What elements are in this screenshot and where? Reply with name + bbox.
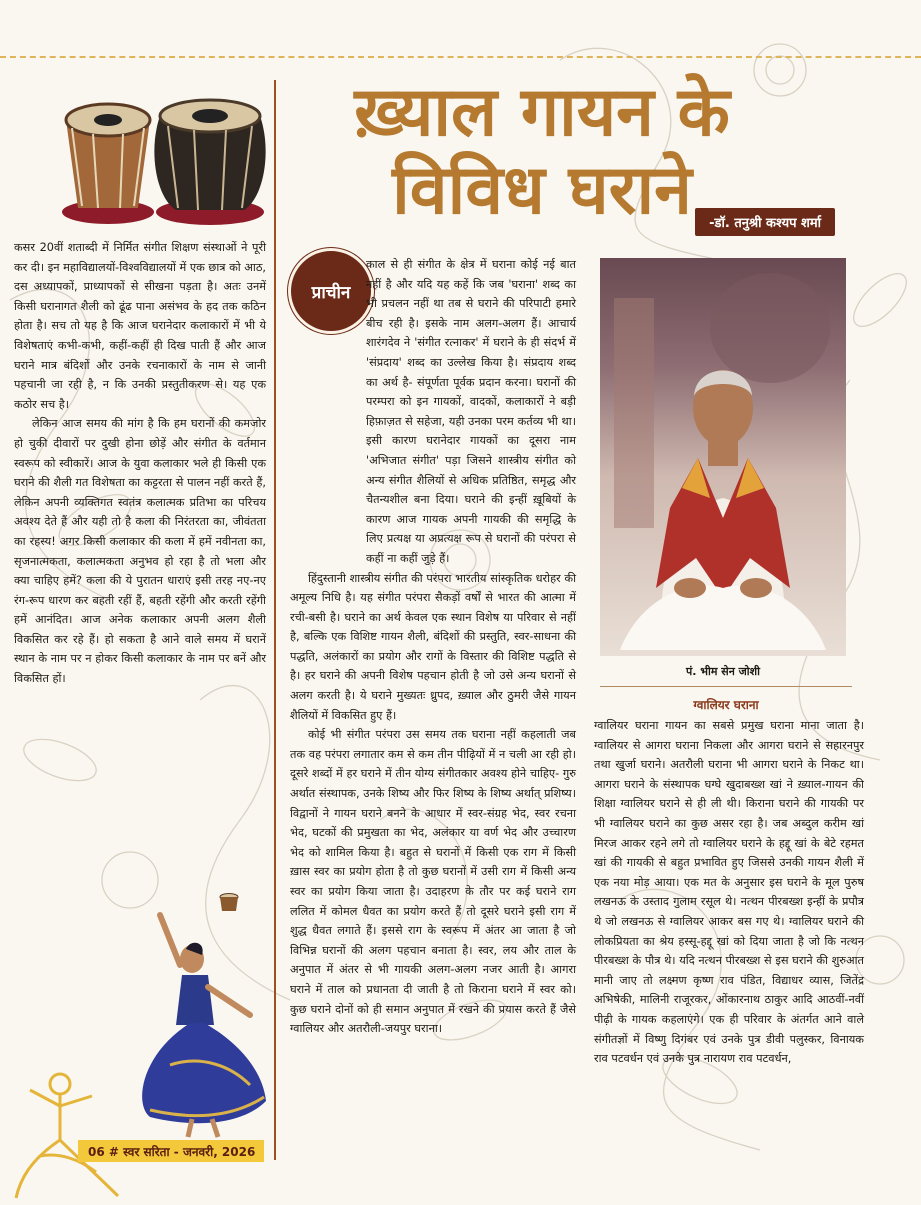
singer-illustration — [600, 258, 846, 656]
paragraph: लेकिन आज समय की मांग है कि हम घरानों की कमजोर हो चुकी दीवारों पर दुखी होना छोड़ें और संगीत के वर्तमान स्वरूप को स्वीकारें। आज के युवा कलाकार भले ही किसी एक घराने की शैली गत विशेषता का कट्टरता से पालन नहीं करते हैं, लेकिन अपनी व्यक्तिगत स्वतंत्र कलात्मक प्रतिभा का परिचय अवश्य देते हैं और यही तो है कला की निरंतरता का, जीवंतता का रहस्य! अगर किसी कलाकार की कला में हमें नवीनता का, सृजनात्मकता, कलात्मकता अनुभव हो रहा है तो भला और क्या चाहिए हमें? कला की ये पुरातन धाराएं इसी तरह नए-नए रंग-रूप धारण कर बहती रहीं हैं, बहती रहेंगी और करती रहेंगी हमें आनंदित। आज अनेक कलाकार अपनी अलग शैली विकसित कर रहे हैं। हो सकता है आने वाले समय में घरानें स्थान के नाम पर न होकर किसी कलाकार के नाम पर बनें और विकसित हों। — [14, 417, 266, 686]
author-byline: -डॉ. तनुश्री कश्यप शर्मा — [695, 208, 835, 236]
singer-photo — [600, 258, 846, 656]
paragraph: हिंदुस्तानी शास्त्रीय संगीत की परंपरा भारतीय सांस्कृतिक धरोहर की अमूल्य निधि है। यह संगीत परंपरा सैकड़ों वर्षों से भारत की आत्मा में रची-बसी है। घराने का अर्थ केवल एक स्थान विशेष या परिवार से नहीं है, बल्कि एक विशिष्ट गायन शैली, बंदिशों की प्रस्तुति, स्वर-साधना की पद्धति, अलंकारों का प्रयोग और रागों के विस्तार की विशिष्ट पद्धति से है। हर घराने की अपनी विशेष पहचान होती है जो उसे अन्य घरानों से अलग करती है। ये घराने मुख्यतः ध्रुपद, ख़्याल और ठुमरी जैसे गायन शैलियों में विकसित हुए हैं। — [290, 571, 576, 722]
tabla-icon — [38, 80, 268, 230]
paragraph: कोई भी संगीत परंपरा उस समय तक घराना नहीं कहलाती जब तक वह परंपरा लगातार कम से कम तीन पीढ़ियों में न चली आ रही हो। दूसरे शब्दों में हर घराने में तीन योग्य संगीतकार अवश्य होने चाहिए- गुरु अर्थात संस्थापक, उनके शिष्य और फिर शिष्य के शिष्य अर्थात् प्रशिष्य। विद्वानों ने गायन घराने बनने के आधार में स्वर-संग्रह भेद, स्वर रचना भेद, घटकों की प्रमुखता का भेद, अलंकार या वर्ण भेद और उच्चारण भेद को शामिल किया है। बहुत से घरानों में किसी एक राग में किसी ख़ास स्वर का प्रयोग होता है तो कुछ घरानों में उसी राग में किसी अन्य स्वर का प्रयोग किया जाता है। उदाहरण के तौर पर कई घराने राग ललित में कोमल धैवत का प्रयोग करते हैं तो दूसरे घराने इसी राग में शुद्ध धैवत लगाते हैं। इससे राग के स्वरूप में अंतर आ जाता है जो विभिन्न घरानों की अलग पहचान बनाता है। स्वर, लय और ताल के अनुपात में अंतर से भी गायकी अलग-अलग नजर आती है। आगरा घराने में ताल को प्रधानता दी जाती है तो किराना घराने में स्वर को। कुछ घराने दोनों को ही समान अनुपात में रखने की प्रयास करते हैं जैसे ग्वालियर और अतरौली-जयपुर घराना। — [290, 728, 576, 1036]
title-line-1: ख़्याल गायन के — [354, 72, 730, 152]
caption-rule — [600, 686, 852, 687]
column-right — [594, 716, 864, 1069]
gold-dancer-icon — [0, 1060, 130, 1200]
column-middle — [290, 255, 576, 1039]
article-title — [322, 72, 762, 230]
dancer-icon — [130, 905, 270, 1140]
title-line-2: विविध घराने — [392, 150, 692, 230]
paragraph: काल से ही संगीत के क्षेत्र में घराना कोई नई बात नहीं है और यदि यह कहें कि जब 'घराना' शब्द का भी प्रचलन नहीं था तब से घराने की परिपाटी हमारे बीच रही है। इसके नाम अलग-अलग हैं। आचार्य शारंगदेव ने 'संगीत रत्नाकर' में घराने के ही संदर्भ में 'संप्रदाय' शब्द का उल्लेख किया है। संप्रदाय शब्द का अर्थ है- संपूर्णता पूर्वक प्रदान करना। घरानों की परम्परा को इन गायकों, वादकों, कलाकारों ने बड़ी हिफ़ाज़त से सहेजा, यही उनका परम कर्तव्य भी था। इसी कारण घरानेदार गायकों का दूसरा नाम 'अभिजात संगीत' पड़ा जिसने शास्त्रीय संगीत को अन्य संगीत शैलियों से अधिक प्रतिष्ठित, समृद्ध और चैतन्यशील बना दिया। घराने की इन्हीं ख़ूबियों के कारण आज गायक अपनी गायकी की समृद्धि के लिए प्रत्यक्ष या अप्रत्यक्ष रूप से घरानों की परंपरा से कहीं ना कहीं जुड़े हैं। — [366, 258, 576, 565]
column-divider — [274, 80, 276, 1160]
photo-caption: पं. भीम सेन जोशी — [686, 665, 760, 678]
section-heading: ग्वालियर घराना — [693, 698, 759, 712]
paragraph: ग्वालियर घराना गायन का सबसे प्रमुख घराना माना जाता है। ग्वालियर से आगरा घराना निकला और आगरा घराने से सहारनपुर तथा खुर्जा घराने। अतरौली घराना भी आगरा घराने के निकट था। आगरा घराने के संस्थापक घग्घे खुदाबख्श खां ने ख़्याल-गायन की शिक्षा ग्वालियर घराने से ही ली थी। किराना घराने की गायकी पर भी ग्वालियर घराने का कुछ असर रहा है। जब अब्दुल करीम खां मिरज आकर रहने लगे तो ग्वालियर घराने के हद्दू खां के बेटे रहमत खां की गायकी से बहुत प्रभावित हुए जिससे उनकी गायन शैली में एक नया मोड़ आया। एक मत के अनुसार इस घराने के मूल पुरुष लखनऊ के उस्ताद गुलाम रसूल थे। नत्थन पीरबख्श इन्हीं के प्रपौत्र थे जो लखनऊ से ग्वालियर आकर बस गए थे। ग्वालियर घराने की लोकप्रियता का श्रेय हस्सू-हद्दू खां को दिया जाता है जो कि नत्थन पीरबख्श के पौत्र थे। यदि नत्थन पीरबख्श से इस घराने की शुरुआत मानी जाए तो लक्ष्मण कृष्ण राव पंडित, विद्याधर व्यास, जितेंद्र अभिषेकी, मालिनी राजूरकर, ओंकारनाथ ठाकुर आदि आठवीं-नवीं पीढ़ी के गायक कहलाएंगे। एक ही परिवार के अंतर्गत आने वाले संगीतज्ञों में विष्णु दिगंबर एवं उनके पुत्र डीवी पलुस्कर, विनायक राव पटवर्धन एवं उनके पुत्र नारायण राव पटवर्धन, — [594, 719, 864, 1066]
top-dashed-line — [0, 56, 921, 58]
column-left — [14, 238, 266, 689]
prachin-badge: प्राचीन — [288, 248, 374, 334]
page-footer: 06 # स्वर सरिता - जनवरी, 2026 — [78, 1140, 264, 1162]
paragraph: कसर 20वीं शताब्दी में निर्मित संगीत शिक्षण संस्थाओं ने पूरी कर दी। इन महाविद्यालयों-विश्वविद्यालयों में एक छात्र को आठ, दस अध्यापकों, प्राध्यापकों से सीखना पड़ता है। अतः उनमें किसी घरानागत शैली को ढूंढ पाना असंभव के हद तक कठिन होता है। सच तो यह है कि आज घरानेदार कलाकारों में भी ये विशेषताएं कभी-कभी, कहीं-कहीं ही दिख पाती हैं और आज घराने मात्र बंदिशों और उनके रचनाकारों के नाम से जानी पहचानी जा रही है, न कि उनकी प्रस्तुतीकरण से। यह एक कठोर सच है। — [14, 241, 266, 411]
